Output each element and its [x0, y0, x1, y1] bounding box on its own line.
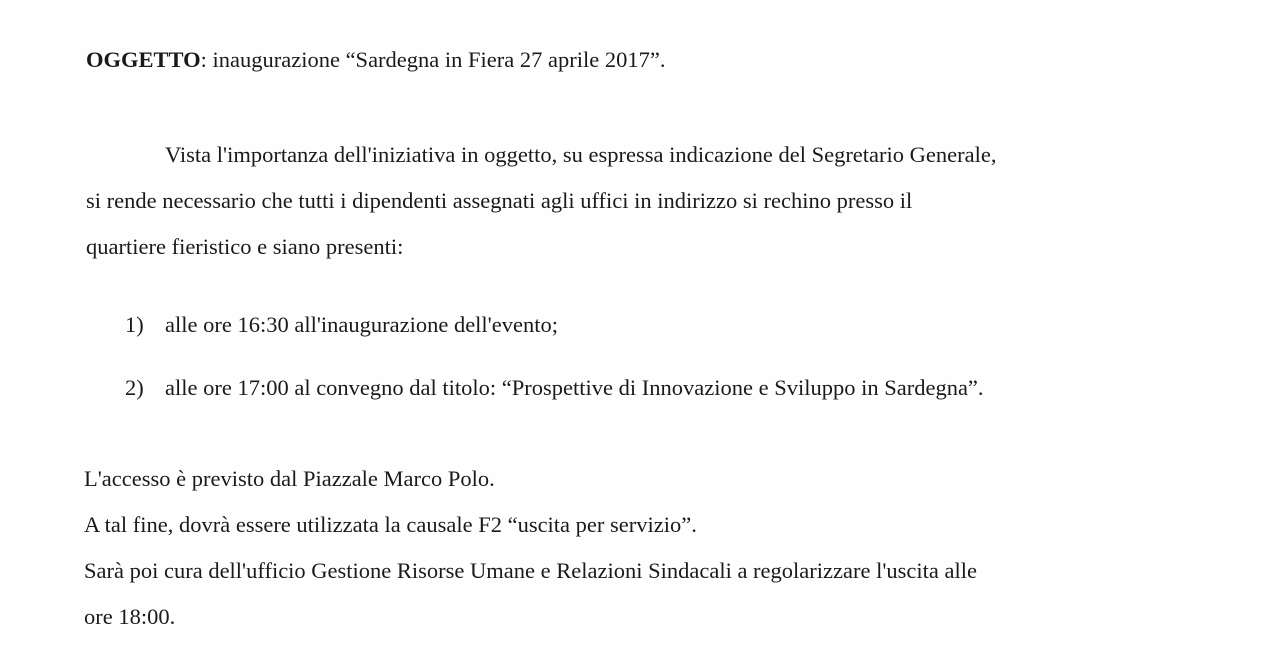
paragraph2-line: Sarà poi cura dell'ufficio Gestione Risorse Umane e Relazioni Sindacali a regolarizzare l'uscita alle: [84, 558, 977, 583]
paragraph2-line: A tal fine, dovrà essere utilizzata la causale F2 “uscita per servizio”.: [84, 512, 697, 537]
paragraph1-line: Vista l'importanza dell'iniziativa in oggetto, su espressa indicazione del Segretario Generale,: [165, 142, 997, 167]
subject-text: : inaugurazione “Sardegna in Fiera 27 aprile 2017”.: [200, 47, 666, 72]
list-item: [125, 374, 984, 402]
paragraph2-line: L'accesso è previsto dal Piazzale Marco Polo.: [84, 466, 495, 491]
paragraph2-line: ore 18:00.: [84, 604, 176, 629]
subject-line: [86, 46, 665, 74]
list-item-number: 2): [125, 375, 144, 400]
list-item-text: alle ore 17:00 al convegno dal titolo: “Prospettive di Innovazione e Sviluppo in Sardegna”.: [165, 375, 984, 400]
paragraph1-line: quartiere fieristico e siano presenti:: [86, 234, 404, 259]
list-item: [125, 311, 558, 339]
paragraph1-line: si rende necessario che tutti i dipendenti assegnati agli uffici in indirizzo si rechino presso il: [86, 188, 913, 213]
list-item-text: alle ore 16:30 all'inaugurazione dell'evento;: [165, 312, 558, 337]
subject-label: OGGETTO: [86, 47, 201, 72]
list-item-number: 1): [125, 312, 144, 337]
